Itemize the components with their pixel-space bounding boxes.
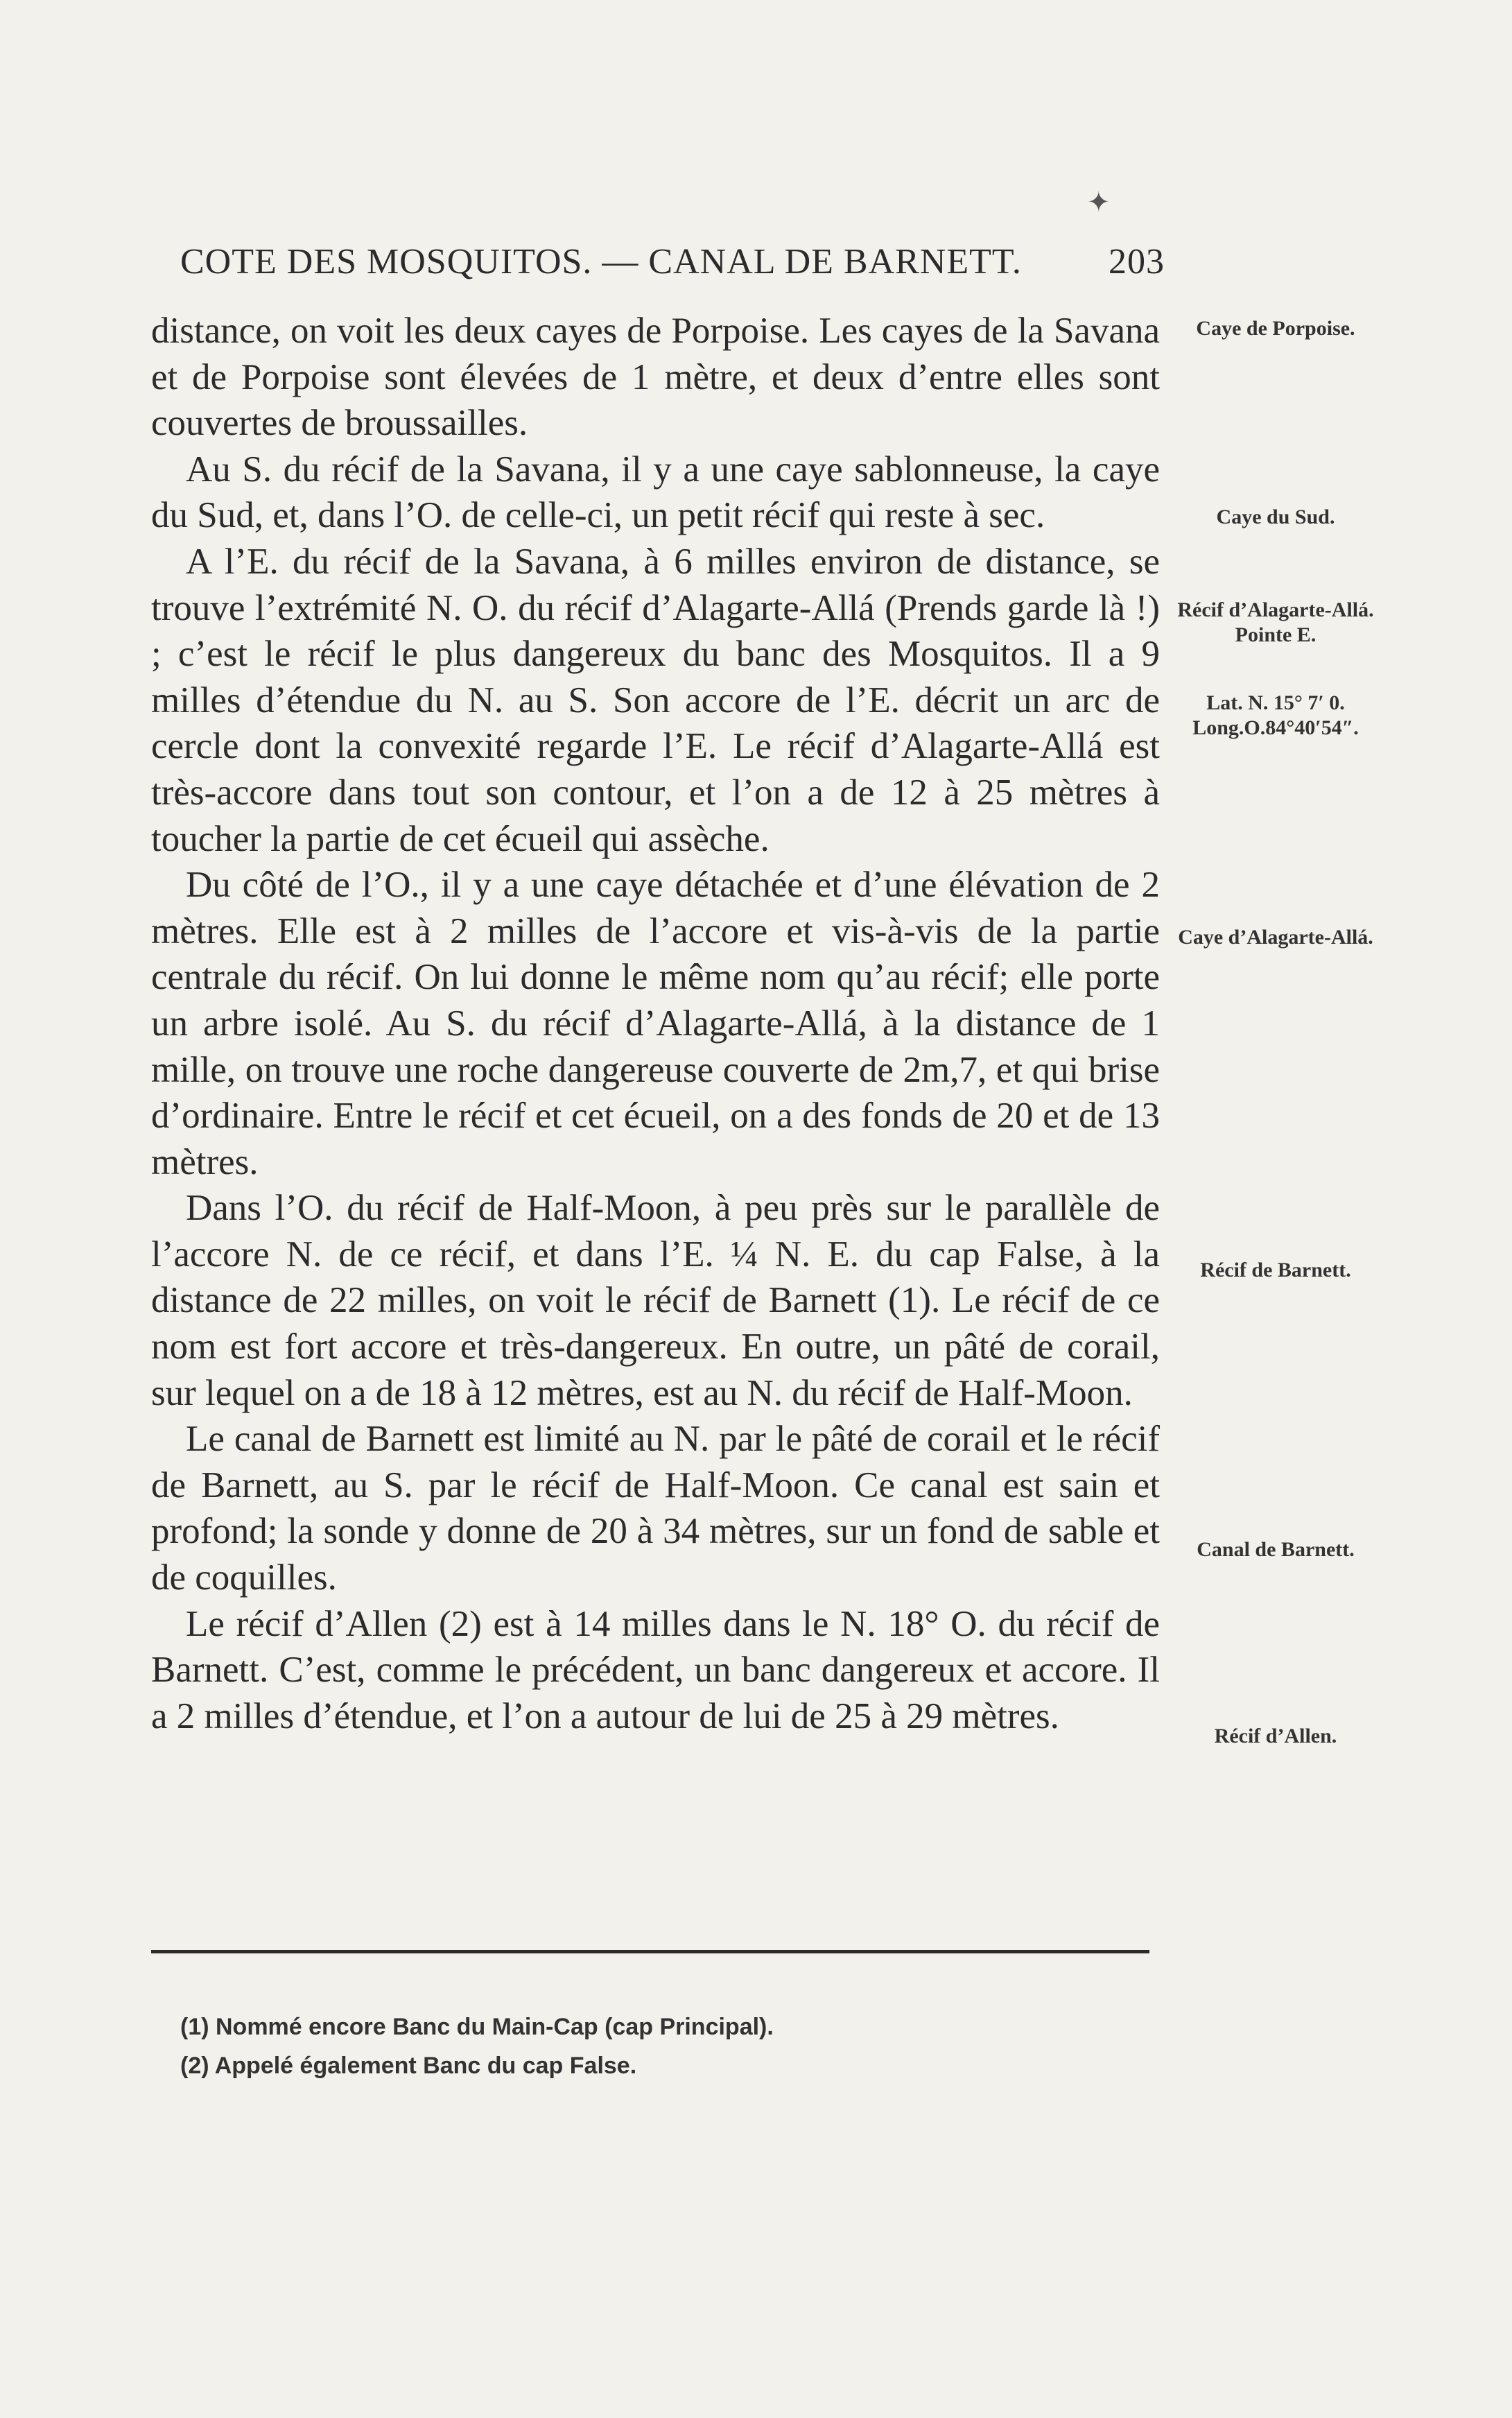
page-number: 203 [1109,242,1165,282]
margin-note-caye-alagarte: Caye d’Alagarte-Allá. [1178,926,1373,949]
footnote-divider [151,1950,1149,1953]
printer-mark-icon: ✦ [1087,187,1111,218]
margin-note-recif-barnett: Récif de Barnett. [1200,1259,1351,1281]
main-text [151,308,1160,1739]
footnote: (2) Appelé également Banc du cap False. [180,2053,637,2079]
margin-note-coordinates: Lat. N. 15° 7′ 0. Long.O.84°40′54″. [1192,691,1359,739]
footnotes [180,2007,1151,2085]
paragraph: distance, on voit les deux cayes de Porpoise. Les cayes de la Savana et de Porpoise sont élevées de 1 mètre, et deux d’entre elles sont couvertes de broussailles. [151,311,1160,444]
footnote: (1) Nommé encore Banc du Main-Cap (cap Principal). [180,2014,774,2040]
margin-note-recif-alagarte: Récif d’Alagarte-Allá. Pointe E. [1177,598,1374,646]
margin-note-caye-sud: Caye du Sud. [1216,506,1335,528]
paragraph: Le canal de Barnett est limité au N. par le pâté de corail et le récif de Barnett, au S. par le récif de Half-Moon. Ce canal est sain et profond; la sonde y donne de 20 à 34 mètres, sur un fond de sable et de coquilles. [151,1419,1160,1598]
margin-note-recif-allen: Récif d’Allen. [1214,1725,1337,1747]
running-header [180,241,1165,282]
header-title: COTE DES MOSQUITOS. — CANAL DE BARNETT. [180,242,1022,282]
paragraph: Du côté de l’O., il y a une caye détachée et d’une élévation de 2 mètres. Elle est à 2 milles de l’accore et vis-à-vis de la partie centrale du récif. On lui donne le même nom qu’au récif; elle porte un arbre isolé. Au S. du récif d’Alagarte-Allá, à la distance de 1 mille, on trouve une roche dangereuse couverte de 2m,7, et qui brise d’ordinaire. Entre le récif et cet écueil, on a des fonds de 20 et de 13 mètres. [151,865,1160,1182]
paragraph: Le récif d’Allen (2) est à 14 milles dans le N. 18° O. du récif de Barnett. C’est, comme le précédent, un banc dangereux et accore. Il a 2 milles d’étendue, et l’on a autour de lui de 25 à 29 mètres. [151,1603,1160,1736]
paragraph: Dans l’O. du récif de Half-Moon, à peu près sur le parallèle de l’accore N. de ce récif, et dans l’E. ¼ N. E. du cap False, à la distance de 22 milles, on voit le récif de Barnett (1). Le récif de ce nom est fort accore et très-dangereux. En outre, un pâté de corail, sur lequel on a de 18 à 12 mètres, est au N. du récif de Half-Moon. [151,1188,1160,1413]
margin-note-caye-porpoise: Caye de Porpoise. [1196,317,1355,340]
margin-note-canal-barnett: Canal de Barnett. [1197,1538,1355,1561]
paragraph: A l’E. du récif de la Savana, à 6 milles environ de distance, se trouve l’extrémité N. O. du récif d’Alagarte-Allá (Prends garde là !) ; c’est le récif le plus dangereux du banc des Mosquitos. Il a 9 milles d’étendue du N. au S. Son accore de l’E. décrit un arc de cercle dont la convexité regarde l’E. Le récif d’Alagarte-Allá est très-accore dans tout son contour, et l’on a de 12 à 25 mètres à toucher la partie de cet écueil qui assèche. [151,541,1160,859]
paragraph: Au S. du récif de la Savana, il y a une caye sablonneuse, la caye du Sud, et, dans l’O. de celle-ci, un petit récif qui reste à sec. [151,449,1160,536]
